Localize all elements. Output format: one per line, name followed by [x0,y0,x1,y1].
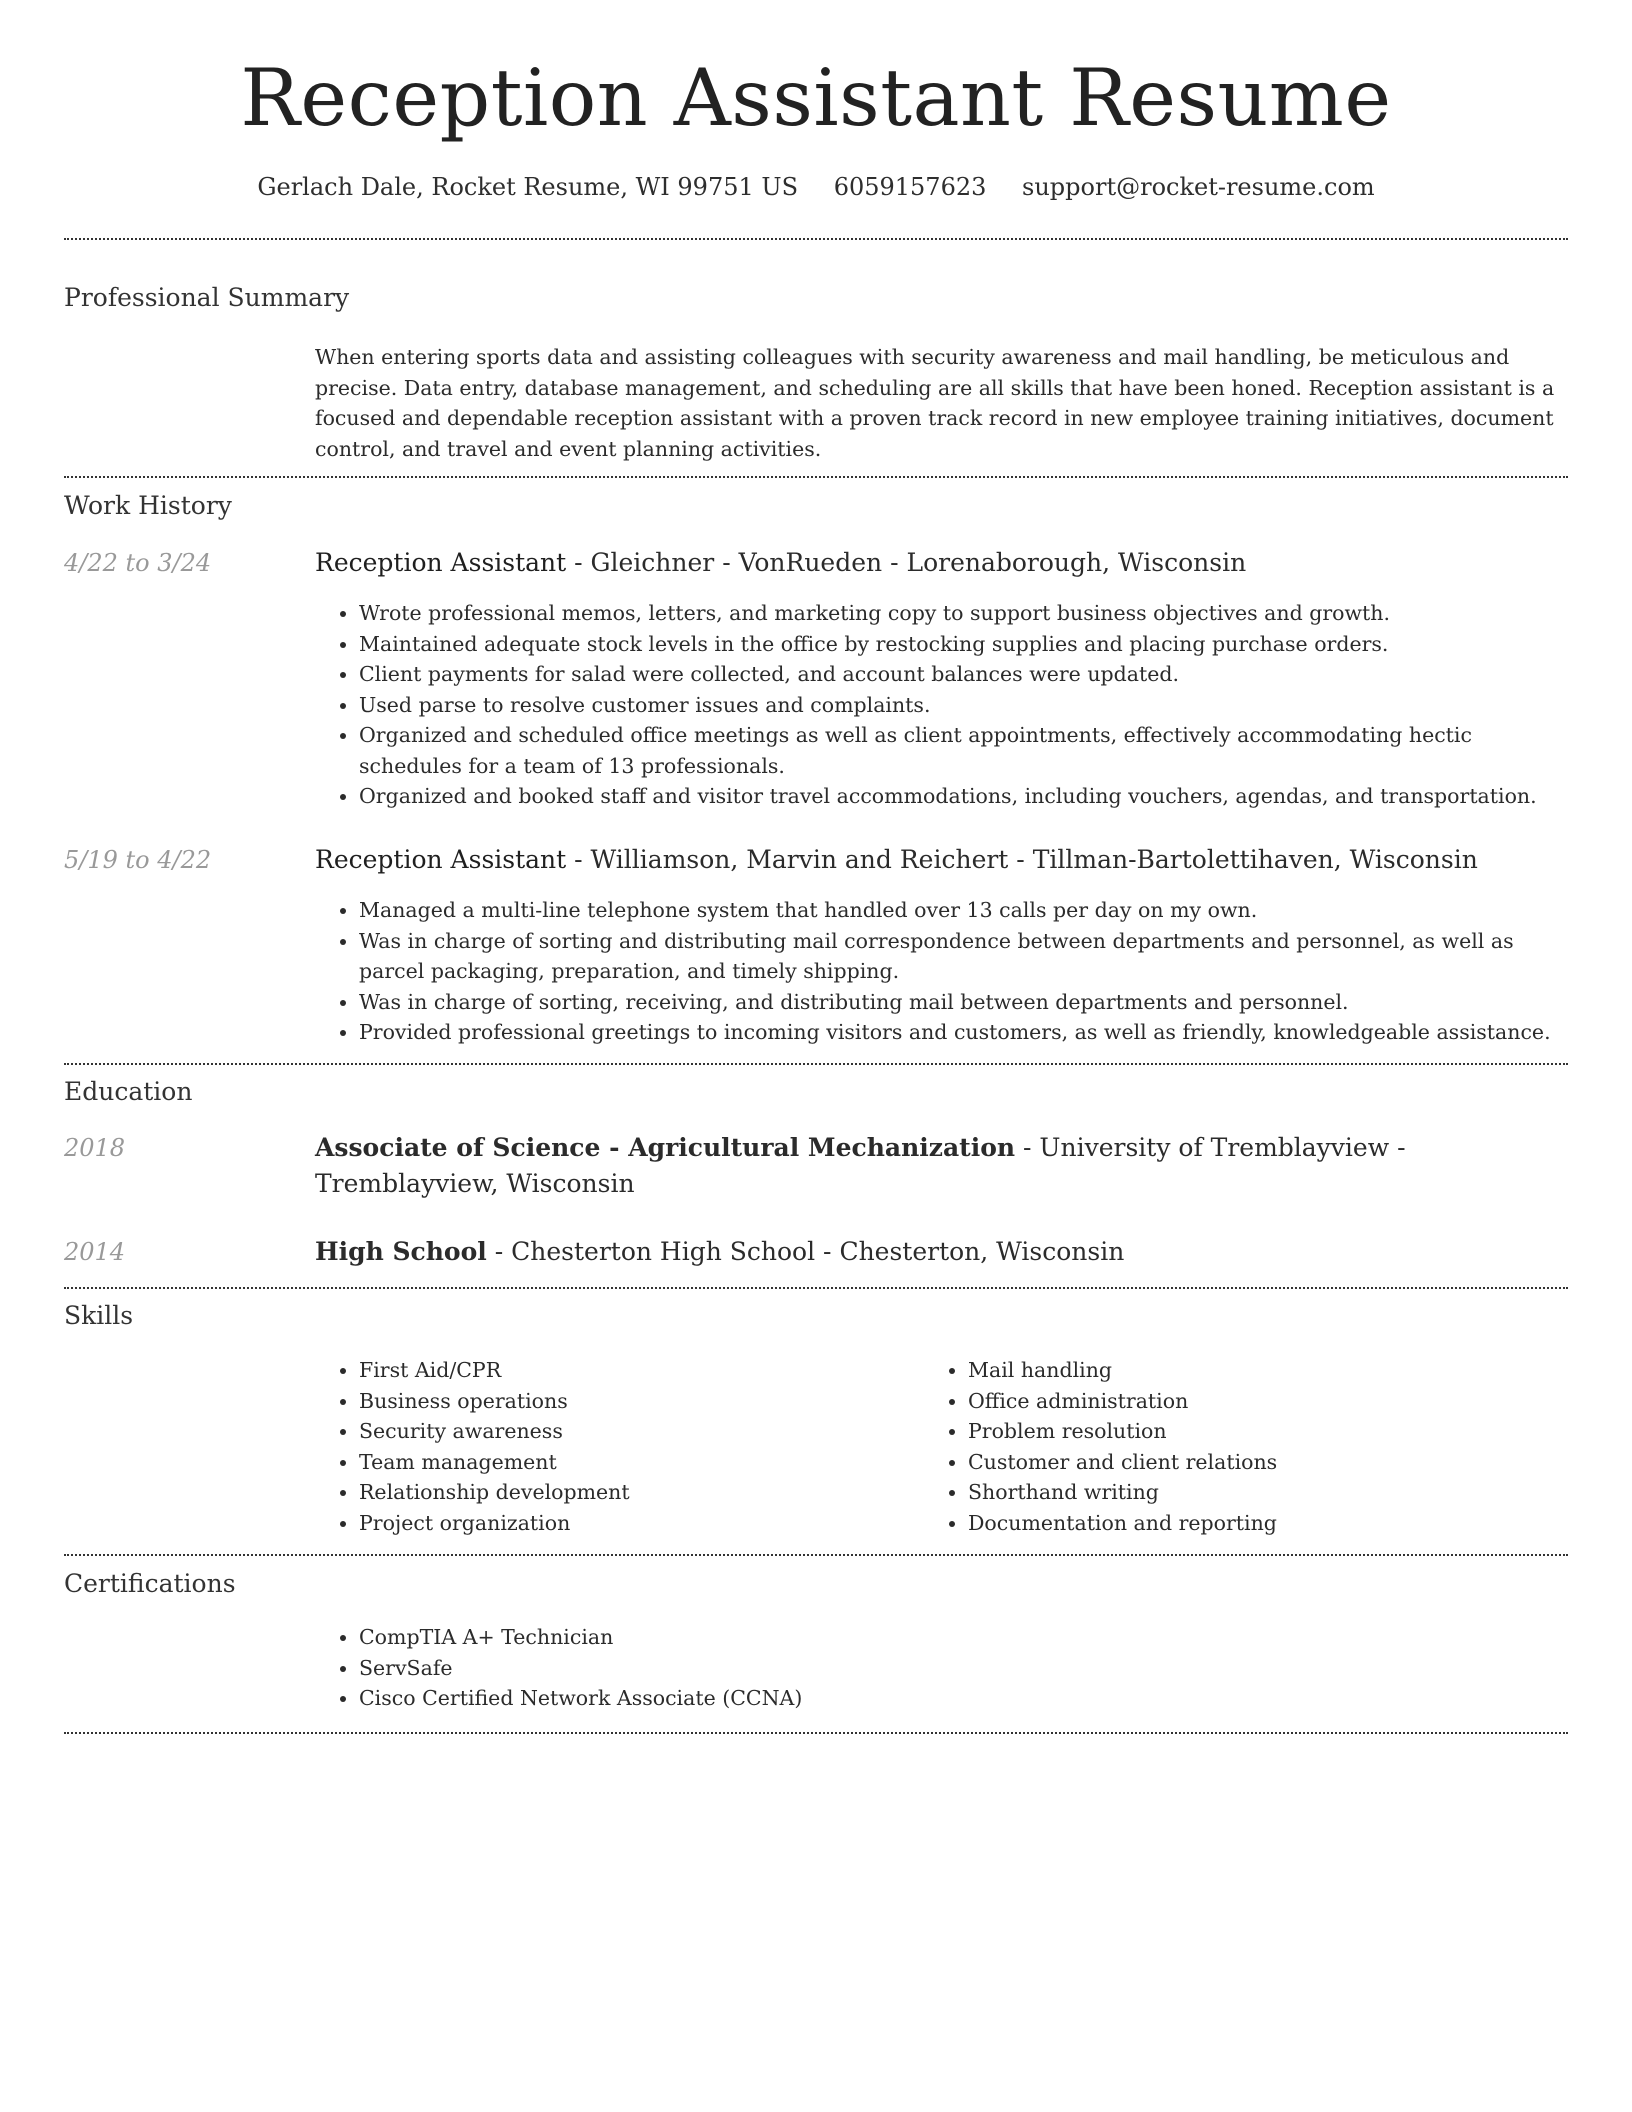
divider [64,1732,1568,1734]
summary-text: When entering sports data and assisting colleagues with security awareness and mail handling, be meticulous and precise. Data entry, database management, and scheduling are all skills that have been honed. Reception assistant is a focused and dependable reception assistant with a proven track record in new employee training initiatives, document control, and travel and event planning activities. [315,345,1555,461]
divider [64,1554,1568,1556]
job-location: Tillman-Bartolettihaven, Wisconsin [1032,845,1478,874]
list-item: • Documentation and reporting [968,1508,1564,1539]
divider [64,1063,1568,1065]
list-item: • Team management [359,1447,935,1478]
education-school: Chesterton High School [511,1237,816,1266]
job-title: Reception Assistant [315,845,567,874]
section-heading-certifications: Certifications [64,1569,236,1598]
job-bullets [315,598,1565,812]
job-bullets [315,895,1565,1048]
contact-line [0,170,1632,204]
list-item: • First Aid/CPR [359,1355,935,1386]
list-item: • Provided professional greetings to incoming visitors and customers, as well as friendly, knowledgeable assistance. [359,1017,1565,1048]
contact-email: support@rocket-resume.com [1022,173,1375,201]
divider [64,238,1568,240]
education-heading: Associate of Science - Agricultural Mechanization - University of Tremblayview - Tremblayview, Wisconsin [315,1133,1406,1198]
list-item: • Organized and scheduled office meetings as well as client appointments, effectively accommodating hectic schedules for a team of 13 professionals. [359,720,1565,781]
contact-address: Gerlach Dale, Rocket Resume, WI 99751 US [257,173,799,201]
education-location: Tremblayview, Wisconsin [315,1169,635,1198]
education-degree: Associate of Science - Agricultural Mechanization [315,1133,1016,1162]
job-company: Williamson, Marvin and Reichert [590,845,1009,874]
list-item: • Office administration [968,1386,1564,1417]
list-item: • Client payments for salad were collected, and account balances were updated. [359,659,1565,690]
list-item: • Cisco Certified Network Associate (CCNA) [359,1683,1565,1714]
list-item: • Project organization [359,1508,935,1539]
skills-list-right [924,1355,1564,1538]
job-company: Gleichner - VonRueden [590,548,883,577]
skills-list-left [315,1355,935,1538]
resume-title: Reception Assistant Resume [240,52,1392,144]
divider [64,476,1568,478]
education-school: University of Tremblayview [1039,1133,1390,1162]
list-item: • Problem resolution [968,1416,1564,1447]
job-location: Lorenaborough, Wisconsin [906,548,1247,577]
divider [64,1287,1568,1289]
certifications-list [315,1622,1565,1714]
education-year: 2018 [64,1134,126,1162]
list-item: • Used parse to resolve customer issues and complaints. [359,690,1565,721]
list-item: • Wrote professional memos, letters, and marketing copy to support business objectives and growth. [359,598,1565,629]
education-year: 2014 [64,1238,126,1266]
section-heading-work: Work History [64,491,232,520]
list-item: • Relationship development [359,1477,935,1508]
job-heading: Reception Assistant - Williamson, Marvin and Reichert - Tillman-Bartolettihaven, Wisconsin [315,845,1478,874]
education-degree: High School [315,1237,487,1266]
list-item: • CompTIA A+ Technician [359,1622,1565,1653]
section-heading-education: Education [64,1077,193,1106]
job-title: Reception Assistant [315,548,567,577]
list-item: • Security awareness [359,1416,935,1447]
section-heading-summary: Professional Summary [64,283,350,312]
education-heading: High School - Chesterton High School - Chesterton, Wisconsin [315,1237,1125,1266]
job-dates: 4/22 to 3/24 [64,549,212,577]
list-item: • Maintained adequate stock levels in the office by restocking supplies and placing purchase orders. [359,629,1565,660]
list-item: • Managed a multi-line telephone system that handled over 13 calls per day on my own. [359,895,1565,926]
list-item: • Was in charge of sorting, receiving, and distributing mail between departments and personnel. [359,987,1565,1018]
list-item: • Customer and client relations [968,1447,1564,1478]
section-heading-skills: Skills [64,1301,134,1330]
education-location: Chesterton, Wisconsin [839,1237,1125,1266]
job-heading: Reception Assistant - Gleichner - VonRueden - Lorenaborough, Wisconsin [315,548,1247,577]
list-item: • Was in charge of sorting and distributing mail correspondence between departments and personnel, as well as parcel packaging, preparation, and timely shipping. [359,926,1565,987]
list-item: • Organized and booked staff and visitor travel accommodations, including vouchers, agendas, and transportation. [359,781,1565,812]
contact-phone: 6059157623 [833,173,987,201]
job-dates: 5/19 to 4/22 [64,846,212,874]
list-item: • ServSafe [359,1653,1565,1684]
list-item: • Shorthand writing [968,1477,1564,1508]
list-item: • Mail handling [968,1355,1564,1386]
list-item: • Business operations [359,1386,935,1417]
